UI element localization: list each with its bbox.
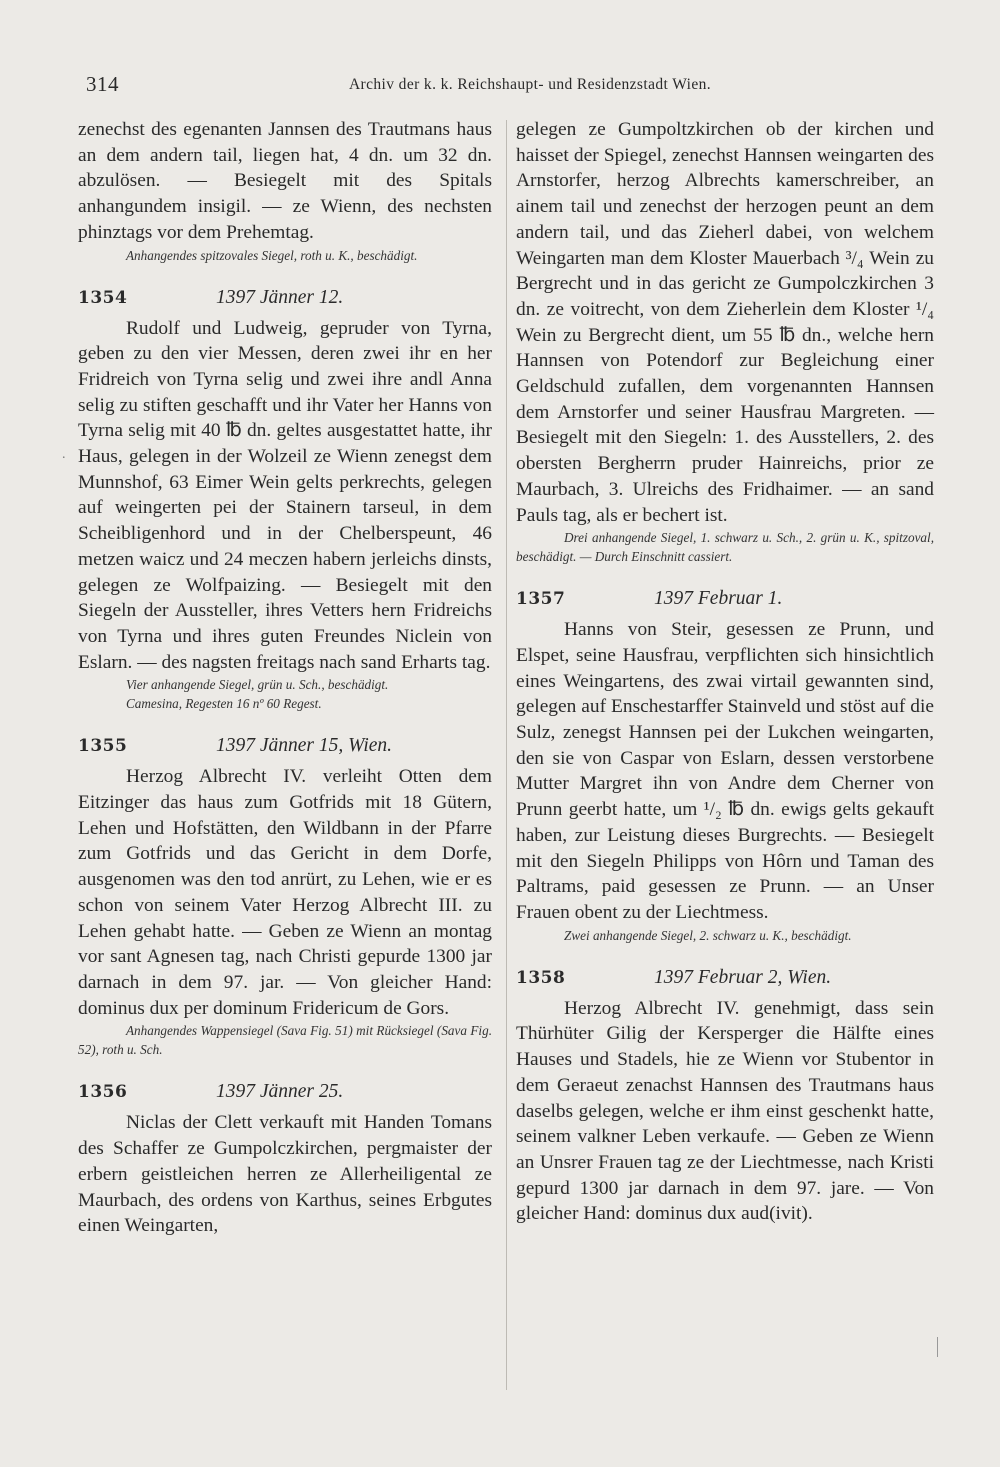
margin-mark: . — [62, 447, 66, 462]
seal-note: Zwei anhangende Siegel, 2. schwarz u. K., beschädigt. — [564, 927, 852, 943]
entry-number: 1355 — [78, 736, 128, 757]
margin-rule — [937, 1337, 938, 1357]
entry-number: 1358 — [516, 967, 566, 988]
entry-text-1356: Niclas der Clett verkauft mit Handen Tomans des Schaffer ze Gumpolczkirchen, pergmaister der erbern geistleichen herren ze Allerheiligental ze Maurbach, des ordens von Karthus, seines Erbgutes einen Weingarten, — [78, 1112, 492, 1237]
entry-heading-1357 — [516, 588, 934, 615]
entry-date: 1397 Jänner 15, Wien. — [216, 735, 393, 757]
entry-date: 1397 Jänner 12. — [216, 286, 344, 308]
seal-note: Vier anhangende Siegel, grün u. Sch., beschädigt. — [126, 677, 389, 693]
left-column — [78, 117, 492, 1239]
entry-text-1358: Herzog Albrecht IV. genehmigt, dass sein Thürhüter Gilig der Kersperger die Hälfte eines Hauses und Stadels, hie ze Wienn vor Stubentor in dem Geraeut zenachst Hannsen des Trautmans haus daselbs gelegen, welche er ihm einst geschenkt hatte, seinem valkner Leben verkaufe. — Geben ze Wienn an Unsrer Frauen tag ze der Liechtmesse, nach Kristi gepurd 1300 jar darnach in dem 97. jare. — Von gleicher Hand: dominus dux aud(ivit). — [516, 997, 934, 1225]
entry-number: 1354 — [78, 287, 128, 308]
seal-note: Anhangendes Wappensiegel (Sava Fig. 51) mit Rücksiegel (Sava Fig. 52), roth u. Sch. — [78, 1023, 492, 1058]
entry-heading-1354 — [78, 287, 492, 314]
page-number: 314 — [86, 72, 119, 96]
entry-date: 1397 Februar 1. — [654, 588, 783, 610]
running-title: Archiv der k. k. Reichshaupt- und Residenzstadt Wien. — [348, 76, 712, 93]
entry-date: 1397 Februar 2, Wien. — [654, 966, 832, 988]
seal-note: Anhangendes spitzovales Siegel, roth u. K., beschädigt. — [126, 247, 418, 263]
entry-text-1354: Rudolf und Ludweig, gepruder von Tyrna, geben zu den vier Messen, deren zwei ihr en her Fridreich von Tyrna selig und zwei ihre andl Anna selig zu stiften geschafft und ihr Vater her Hanns von Tyrna selig mit 40 ℔ dn. geltes ausgestattet hatte, ihr Haus, gelegen in der Wolzeil ze Wienn zenegst dem Munnshof, 63 Eimer Wein gelts perkrechts, gelegen auf weingerten pei der Stainern tarseul, in dem Scheibligenhord und in der Chelberspeunt, 46 metzen waicz und 24 meczen habern jerleichs dinsts, gelegen ze Wolfpaizing. — Besiegelt mit den Siegeln der Aussteller, ihres Vetters hern Fridreichs von Tyrna und ihres guten Freundes Niclein von Eslarn. — des nagsten freitags nach sand Erharts tag. — [78, 317, 492, 673]
right-column — [516, 117, 934, 1227]
entry-heading-1358 — [516, 967, 934, 994]
seal-note: Drei anhangende Siegel, 1. schwarz u. Sch., 2. grün u. K., spitzoval, beschädigt. — Durch Einschnitt cassiert. — [516, 530, 934, 565]
entry-number: 1356 — [78, 1082, 128, 1103]
entry-heading-1355 — [78, 735, 492, 762]
entry-1353-continuation: zenechst des egenanten Jannsen des Trautmans haus an dem andern tail, liegen hat, 4 dn. um 32 dn. abzulösen. — Besiegelt mit des Spitals anhangundem insigil. — ze Wienn, des nechsten phinztags vor dem Prehemtag. — [78, 119, 492, 243]
entry-date: 1397 Jänner 25. — [216, 1081, 344, 1103]
entry-heading-1356 — [78, 1081, 492, 1108]
entry-1356-continuation: gelegen ze Gumpoltzkirchen ob der kirchen und haisset der Spiegel, zenechst Hannsen weingarten des Arnstorfer, herzog Albrechts kamerschreiber, an ainem tail und zenechst der herzogen peunt an dem andern tail, und das Zieherl dabei, von welchem Weingarten man dem Kloster Mauerbach ³/₄ Wein zu Bergrecht und in das gericht ze Gumpolczkirchen 3 dn. ze voitrecht, von dem Zieherlein dem Kloster ¹/₄ Wein zu Bergrecht dient, um 55 ℔ dn., welche hern Hannsen von Potendorf zur Begleichung einer Geldschuld zufallen, dem vorgenannten Hannsen dem Arnstorfer und seiner Hausfrau Margreten. — Besiegelt mit den Siegeln: 1. des Ausstellers, 2. des obersten Bergherrn pruder Hainreichs, prior ze Maurbach, 3. Ulreichs des Fridhaimer. — an sand Pauls tag, als er bechert ist. — [516, 119, 934, 526]
entry-text-1355: Herzog Albrecht IV. verleiht Otten dem Eitzinger das haus zum Gotfrids mit 18 Gütern, Lehen und Hofstätten, den Wildbann in der Pfarre zum Gotfrids und das Gericht in dem Dorfe, ausgenomen was den tod anrürt, zu Lehen, wie er es schon von seinem Vater Herzog Albrecht III. zu Lehen gehabt hatte. — Geben ze Wienn an montag vor sant Agnesen tag, nach Christi gepurde 1300 jar darnach in dem 97. jar. — Von gleicher Hand: dominus dux per dominum Fridericum de Gors. — [78, 766, 492, 1019]
reference-note: Camesina, Regesten 16 nº 60 Regest. — [126, 696, 322, 712]
entry-number: 1357 — [516, 589, 566, 610]
column-divider — [506, 120, 507, 1390]
entry-text-1357: Hanns von Steir, gesessen ze Prunn, und Elspet, seine Hausfrau, verpflichten sich hinsichtlich eines Weingartens, des zwai virtail gewannten sind, gelegen auf Enschestarffer Stainveld und stöst auf die Sulz, zenegst Hannsen pei der Lukchen weingarten, den sie von Caspar von Eslarn, dessen verstorbene Mutter Margret ihn von Andre dem Cherner von Prunn geerbt hatte, um ¹/₂ ℔ dn. ewigs gelts gekauft haben, zur Leistung dieses Burgrechts. — Besiegelt mit den Siegeln Philipps von Hôrn und Taman des Paltrams, paid gesessen ze Prunn. — an Unser Frauen obent zu der Liechtmess. — [516, 619, 934, 923]
